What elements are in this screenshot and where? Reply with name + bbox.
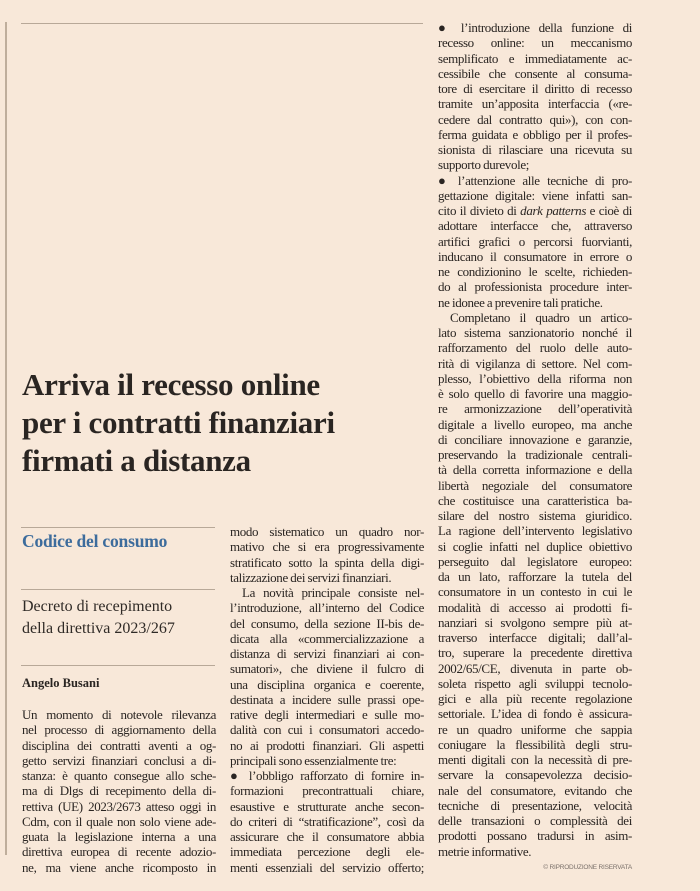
subtitle-rule — [21, 589, 215, 590]
body-line: adottare interfacce che, attraverso — [438, 218, 632, 234]
body-line: tecniche di presentazione, velocità — [438, 797, 632, 813]
body-line: modo sistematico un quadro nor- — [230, 524, 424, 539]
body-line: gici e alla più recente regolazione — [438, 691, 632, 706]
body-line: formazioni precontrattuali chiare, — [230, 783, 424, 799]
line-segment: cito il divieto di — [438, 203, 521, 218]
body-line — [438, 203, 632, 218]
body-line: artifici grafici o percorsi fuorvianti, — [438, 233, 632, 249]
body-line: servare la consapevolezza decisio- — [438, 767, 632, 783]
body-line: nel processo di aggiornamento della — [22, 722, 216, 738]
body-line: do criteri di “stratificazione”, così da — [230, 813, 424, 829]
body-line: getto servizi finanziari conclusi a di- — [22, 752, 216, 768]
body-line: nanziari si svolgono sempre più at- — [438, 614, 632, 630]
body-line: La novità principale consiste nel- — [242, 585, 424, 600]
body-line: inducano il consumatore in errore o — [438, 248, 632, 264]
body-line: coniugare la flessibilità degli stru- — [438, 736, 632, 752]
body-line: principali sono essenzialmente tre: — [230, 752, 397, 768]
body-line: metrie informative. — [438, 843, 532, 859]
body-line: preservando la tradizionale centrali- — [438, 447, 632, 462]
body-line: immediata percezione degli ele- — [230, 844, 424, 860]
kicker-rule — [21, 527, 215, 528]
subtitle — [22, 596, 175, 640]
body-line: re armonizzazione dell’operatività — [438, 401, 632, 417]
body-column-3 — [438, 20, 632, 859]
body-line: l’introduzione, all’interno del Codice — [230, 600, 424, 616]
body-line: ferma guidata e obbligo per il profes- — [438, 126, 632, 142]
body-line: Un momento di notevole rilevanza — [22, 707, 216, 722]
body-line: gettazione digitale: viene infatti san- — [438, 187, 632, 203]
body-line: digitale a livello europeo, ma anche — [438, 416, 632, 432]
body-line: sumatori», che diviene il fulcro di — [230, 661, 424, 677]
body-line: supporto durevole; — [438, 157, 530, 173]
left-border-rule — [5, 22, 7, 855]
body-line: rettiva (UE) 2023/2673 atteso oggi in — [22, 798, 216, 814]
body-line: rative degli intermediari e sulle mo- — [230, 707, 424, 722]
body-column-1 — [22, 707, 216, 875]
body-line: guata la legislazione interna a una — [22, 829, 216, 844]
body-line: ne condizionino le scelte, richieden- — [438, 264, 632, 279]
body-line: sionista di rilasciare una ricevuta su — [438, 142, 632, 157]
body-line: è solo quello di favorire una maggio- — [438, 386, 632, 401]
body-line: ma di Dlgs di recepimento della di- — [22, 783, 216, 799]
author-byline: Angelo Busani — [22, 676, 100, 690]
body-line: distanza di servizi finanziari ai con- — [230, 646, 424, 661]
headline-line: firmati a distanza — [22, 443, 251, 478]
body-line: stratificato sotto la spinta della digi- — [230, 554, 424, 570]
body-line: assicurare che il consumatore abbia — [230, 829, 424, 844]
body-line: rafforzamento del ruolo delle auto- — [438, 340, 632, 356]
body-line: dicata alla «commercializzazione a — [230, 630, 424, 646]
italic-term: dark patterns — [520, 203, 587, 218]
body-line: menti digitali con la necessità di pre- — [438, 752, 632, 767]
body-line: cedere dal contratto qui»), con con- — [438, 111, 632, 127]
body-line: 2002/65/CE, divenuta in parte ob- — [438, 660, 632, 676]
subtitle-line: Decreto di recepimento — [22, 598, 173, 615]
body-line: lato sistema sanzionatorio nonché il — [438, 325, 632, 340]
body-line: si coglie infatti nel duplice obiettivo — [438, 538, 632, 554]
body-line: delle transazioni o complessità dei — [438, 813, 632, 828]
body-line: consumatore in un contesto in cui le — [438, 584, 632, 600]
body-line: tore di esercitare il diritto di recesso — [438, 81, 632, 96]
body-line: stanza: è quanto consegue allo sche- — [22, 768, 216, 783]
copyright-notice: © RIPRODUZIONE RISERVATA — [543, 864, 632, 871]
body-line: nale del consumatore, evitando che — [438, 782, 632, 798]
body-line: mativo che si era progressivamente — [230, 539, 424, 555]
body-line: ● l’introduzione della funzione di — [438, 20, 632, 35]
body-line: ● l’attenzione alle tecniche di pro- — [438, 172, 632, 188]
body-line: ● l’obbligo rafforzato di fornire in- — [230, 768, 424, 783]
body-line: ne idonee a prevenire tali pratiche. — [438, 294, 603, 310]
body-line: ne, ma viene anche ricomposto in — [22, 859, 216, 875]
body-line: La ragione dell’intervento legislativo — [438, 523, 632, 539]
body-line: tà della corretta informazione e della — [438, 462, 632, 478]
body-line: esaustive e strutturate anche secon- — [230, 798, 424, 814]
headline — [22, 366, 422, 480]
body-column-2 — [230, 524, 424, 875]
headline-line: per i contratti finanziari — [22, 405, 335, 440]
line-segment: e cioè di — [586, 203, 632, 218]
body-line: re un quadro uniforme che sappia — [438, 721, 632, 737]
body-line: modalità di accesso ai prodotti fi- — [438, 599, 632, 615]
body-line: do al professionista procedure inter- — [438, 279, 632, 295]
body-line: plesso, l’obiettivo della riforma non — [438, 370, 632, 386]
body-line: una disciplina organica e coerente, — [230, 676, 424, 692]
subtitle-line: della direttiva 2023/267 — [22, 620, 175, 637]
top-rule — [21, 23, 423, 24]
body-line: Cdm, con il quale non solo viene ade- — [22, 813, 216, 829]
body-line: settoriale. L’idea di fondo è assicura- — [438, 706, 632, 722]
body-line: tro, superare la precedente direttiva — [438, 645, 632, 661]
body-line: no ai prodotti finanziari. Gli aspetti — [230, 737, 424, 753]
author-rule — [21, 665, 215, 666]
body-line: di conciliare innovazione e garanzie, — [438, 431, 632, 447]
body-line: che costituisce una caratteristica ba- — [438, 492, 632, 508]
body-line: soleta rispetto agli sviluppi tecnolo- — [438, 675, 632, 691]
body-line: talizzazione dei servizi finanziari. — [230, 569, 392, 585]
headline-line: Arriva il recesso online — [22, 367, 320, 402]
body-line: perseguito dal legislatore europeo: — [438, 553, 632, 569]
body-line: disciplina dei contratti aventi a og- — [22, 737, 216, 753]
body-line: tramite un’apposita interfaccia («re- — [438, 96, 632, 112]
body-line: dalità con cui i consumatori accedo- — [230, 722, 424, 738]
body-line: da un lato, rafforzare la tutela del — [438, 569, 632, 584]
body-line: del consumo, della sezione II-bis de- — [230, 615, 424, 631]
body-line: destinata a incidere sulle prassi ope- — [230, 691, 424, 707]
body-line: cessibile che consente al consuma- — [438, 65, 632, 81]
body-line: semplificato e immediatamente ac- — [438, 50, 632, 66]
body-line: libertà negoziale del consumatore — [438, 477, 632, 493]
body-line: recesso online: un meccanismo — [438, 35, 632, 51]
body-line: Completano il quadro un artico- — [450, 309, 632, 325]
body-line: prodotti possano tradursi in asim- — [438, 828, 632, 844]
body-line: rità di vigilanza di settore. Nel com- — [438, 355, 632, 371]
body-line: direttiva europea di recente adozio- — [22, 844, 216, 860]
body-line: silare del nostro sistema giuridico. — [438, 508, 632, 523]
section-kicker: Codice del consumo — [22, 531, 168, 551]
body-line: traverso interfacce digitali; dall’al- — [438, 630, 632, 645]
body-line: menti essenziali del servizio offerto; — [230, 859, 424, 875]
